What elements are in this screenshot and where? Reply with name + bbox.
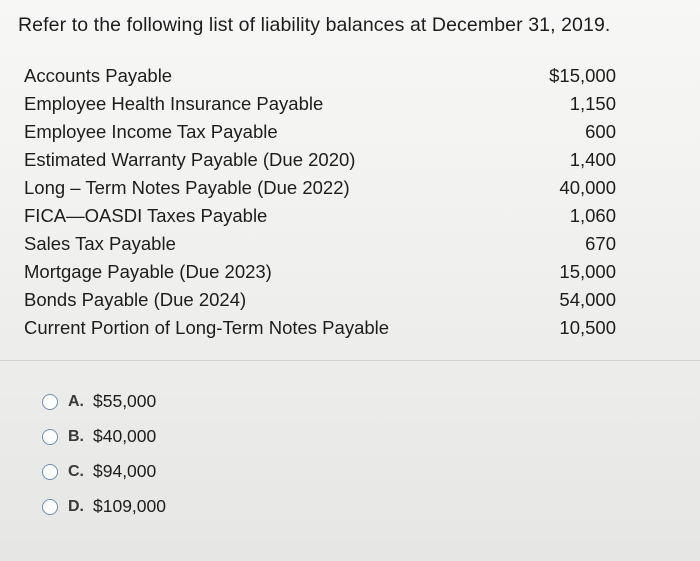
liability-name: Employee Health Insurance Payable: [24, 93, 324, 114]
liability-amount: 670: [585, 233, 616, 254]
choice-letter: D.: [68, 497, 84, 515]
liability-row: [24, 118, 624, 146]
choice-letter: A.: [68, 392, 84, 410]
liability-row: [24, 62, 624, 90]
choice-d[interactable]: [42, 489, 166, 524]
choice-letter: B.: [68, 427, 84, 445]
choice-value: $94,000: [93, 461, 157, 481]
choice-c[interactable]: [42, 454, 166, 489]
liability-list: [24, 62, 624, 342]
liability-name: Estimated Warranty Payable (Due 2020): [24, 149, 356, 170]
liability-name: FICA—OASDI Taxes Payable: [24, 205, 268, 226]
liability-amount: 54,000: [559, 289, 616, 310]
liability-amount: $15,000: [549, 65, 616, 86]
choice-b[interactable]: [42, 419, 166, 454]
liability-row: [24, 286, 624, 314]
choice-letter: C.: [68, 462, 84, 480]
liability-amount: 1,400: [569, 149, 616, 170]
radio-button-icon[interactable]: [42, 464, 58, 480]
liability-amount: 15,000: [559, 261, 616, 282]
liability-name: Accounts Payable: [24, 65, 173, 86]
radio-button-icon[interactable]: [42, 499, 58, 515]
choice-value: $109,000: [93, 496, 166, 516]
liability-amount: 1,060: [569, 205, 616, 226]
liability-row: [24, 230, 624, 258]
radio-button-icon[interactable]: [42, 394, 58, 410]
liability-name: Current Portion of Long-Term Notes Payable: [24, 317, 390, 338]
liability-name: Long – Term Notes Payable (Due 2022): [24, 177, 350, 198]
liability-name: Mortgage Payable (Due 2023): [24, 261, 272, 282]
choice-a[interactable]: [42, 384, 166, 419]
liability-row: [24, 174, 624, 202]
liability-name: Bonds Payable (Due 2024): [24, 289, 247, 310]
question-text: Refer to the following list of liability balances at December 31, 2019.: [18, 14, 611, 36]
liability-name: Employee Income Tax Payable: [24, 121, 278, 142]
liability-amount: 40,000: [559, 177, 616, 198]
liability-row: [24, 314, 624, 342]
answer-choices: [42, 384, 166, 524]
liability-name: Sales Tax Payable: [24, 233, 176, 254]
liability-row: [24, 258, 624, 286]
liability-row: [24, 202, 624, 230]
liability-row: [24, 146, 624, 174]
choice-value: $55,000: [93, 391, 157, 411]
radio-button-icon[interactable]: [42, 429, 58, 445]
choice-value: $40,000: [93, 426, 157, 446]
liability-amount: 600: [585, 121, 616, 142]
section-divider: [0, 360, 700, 361]
liability-amount: 10,500: [559, 317, 616, 338]
liability-row: [24, 90, 624, 118]
liability-amount: 1,150: [569, 93, 616, 114]
